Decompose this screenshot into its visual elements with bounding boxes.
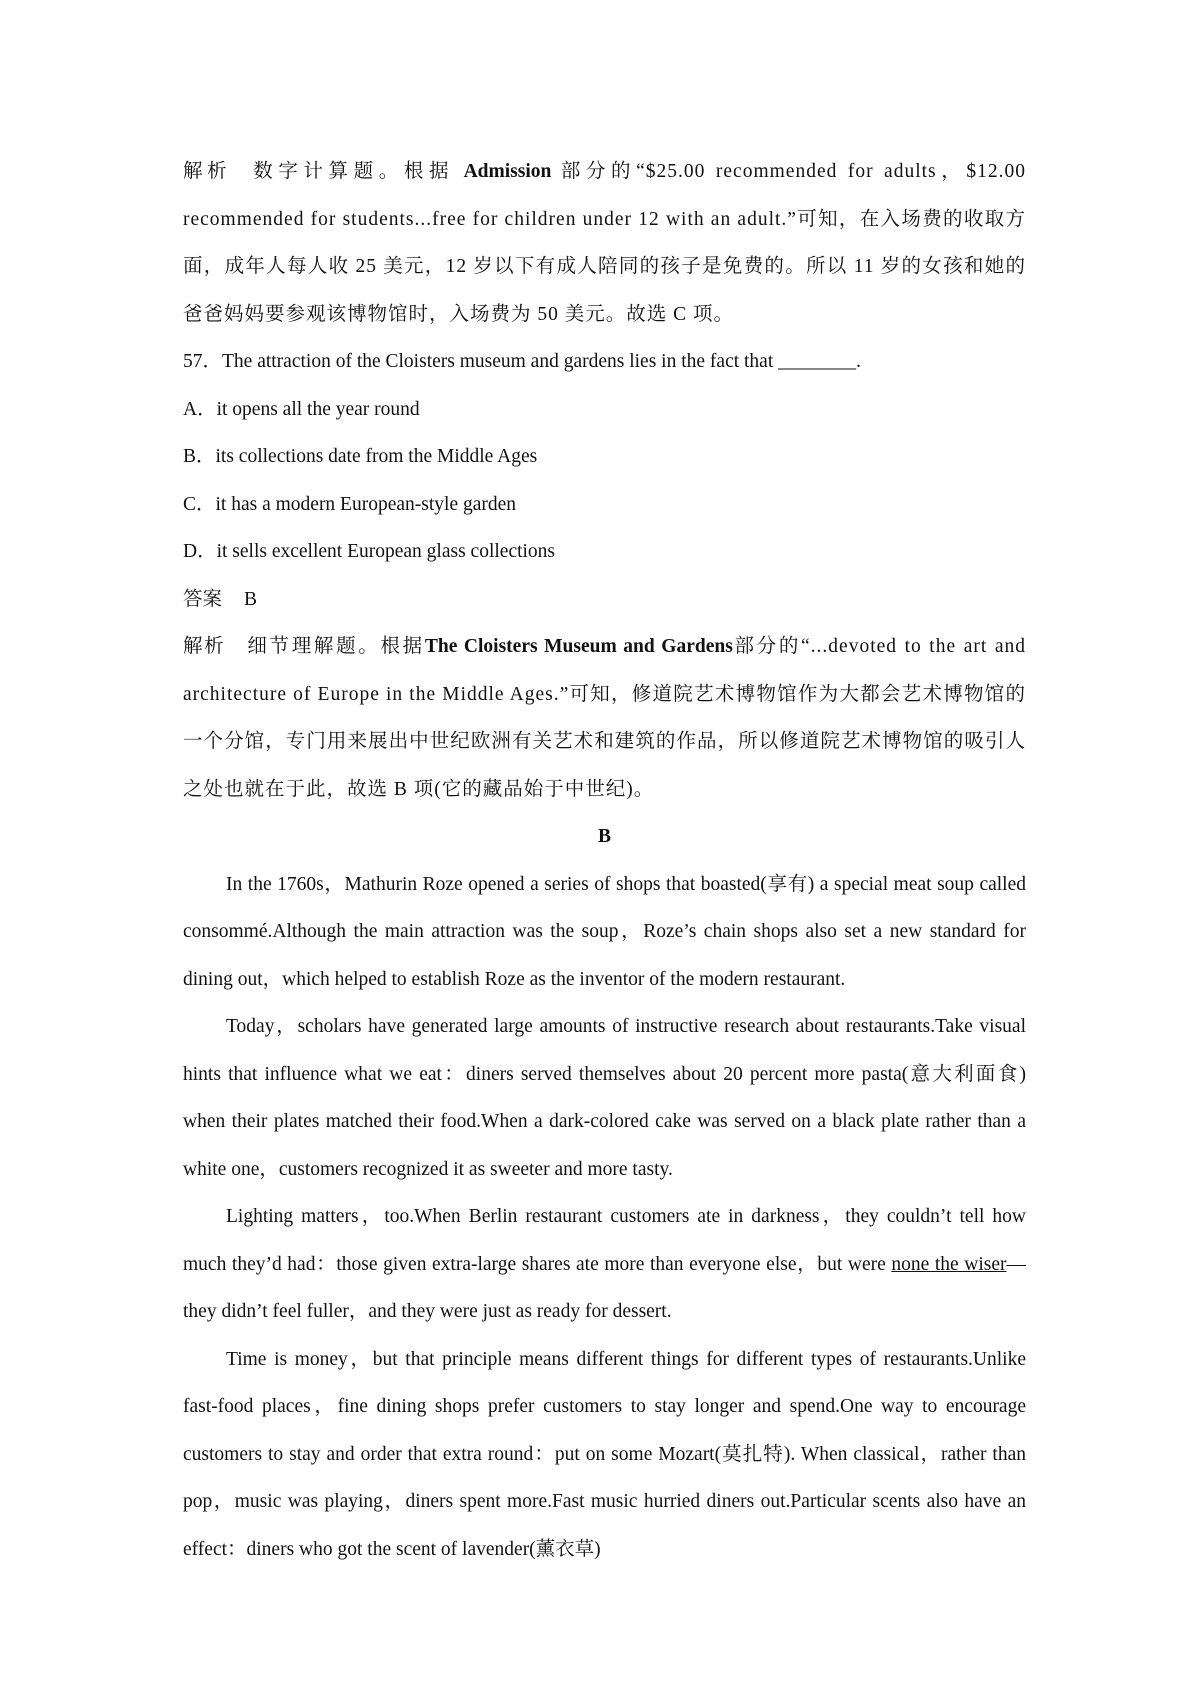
answer-value: B [244,588,258,610]
passage-text: Lighting matters，too.When Berlin restaurant customers ate in darkness，they couldn’t tell how much they’d had：those given extra-large shares ate more than everyone else，but were [183,1206,1026,1275]
passage-paragraph-2: Today，scholars have generated large amounts of instructive research about restaurants.Take visual hints that influence what we eat：diners served themselves about 20 percent more pasta(意大利面食) when their plates matched their food.When a dark-colored cake was served on a black plate rather than a white one，customers recognized it as sweeter and more tasty. [183,1016,1026,1180]
question-option-b: B．its collections date from the Middle Ages [183,446,538,467]
passage-paragraph-4: Time is money，but that principle means different things for different types of restaurants.Unlike fast-food places，fine dining shops prefer customers to stay longer and spend.One way to encourage customers to stay and order that extra round：put on some Mozart(莫扎特). When classical，rather than pop，music was playing，diners spent more.Fast music hurried diners out.Particular scents also have an effect：diners who got the scent of lavender(薰衣草) [183,1348,1026,1560]
question-option-c: C．it has a modern European-style garden [183,493,517,515]
analysis-bold-term: The Cloisters Museum and Gardens [424,636,733,657]
analysis-bold-term: Admission [463,161,552,182]
analysis-tag: 解析 [183,161,232,182]
question-57-stem: 57．The attraction of the Cloisters museum and gardens lies in the fact that ________. [183,351,862,372]
analysis-57 [183,623,1026,813]
analysis-text: 数字计算题。根据 [253,161,455,182]
answer-tag: 答案 [183,588,223,610]
analysis-text: 部分的“...devoted to the art and architecture of Europe in the Middle Ages.”可知，修道院艺术博物馆作为大都会艺术博物馆的一个分馆，专门用来展出中世纪欧洲有关艺术和建筑的作品，所以修道院艺术博物馆的吸引人之处也就在于此，故选 B 项(它的藏品始于中世纪)。 [183,636,1026,800]
analysis-56 [183,148,1026,338]
passage-text: —they didn’t feel fuller，and they were just as ready for dessert. [183,1253,1026,1322]
passage-paragraph-1: In the 1760s，Mathurin Roze opened a series of shops that boasted(享有) a special meat soup called consommé.Although the main attraction was the soup，Roze’s chain shops also set a new standard for dining out，which helped to establish Roze as the inventor of the modern restaurant. [183,873,1026,990]
answer-line [183,576,1026,624]
analysis-text: 部分的“$25.00 recommended for adults，$12.00 recommended for students...free for children under 12 with an adult.”可知，在入场费的收取方面，成年人每人收 25 美元，12 岁以下有成人陪同的孩子是免费的。所以 11 岁的女孩和她的爸爸妈妈要参观该博物馆时，入场费为 50 美元。故选 C 项。 [183,161,1026,325]
question-option-a: A．it opens all the year round [183,398,420,420]
analysis-tag: 解析 [183,636,226,657]
passage-paragraph-3 [183,1193,1026,1336]
underlined-phrase: none the wiser [891,1253,1007,1275]
document-page [183,148,1026,1573]
section-heading: B [597,826,611,847]
analysis-text: 细节理解题。根据 [247,636,425,657]
question-option-d: D．it sells excellent European glass collections [183,541,556,562]
